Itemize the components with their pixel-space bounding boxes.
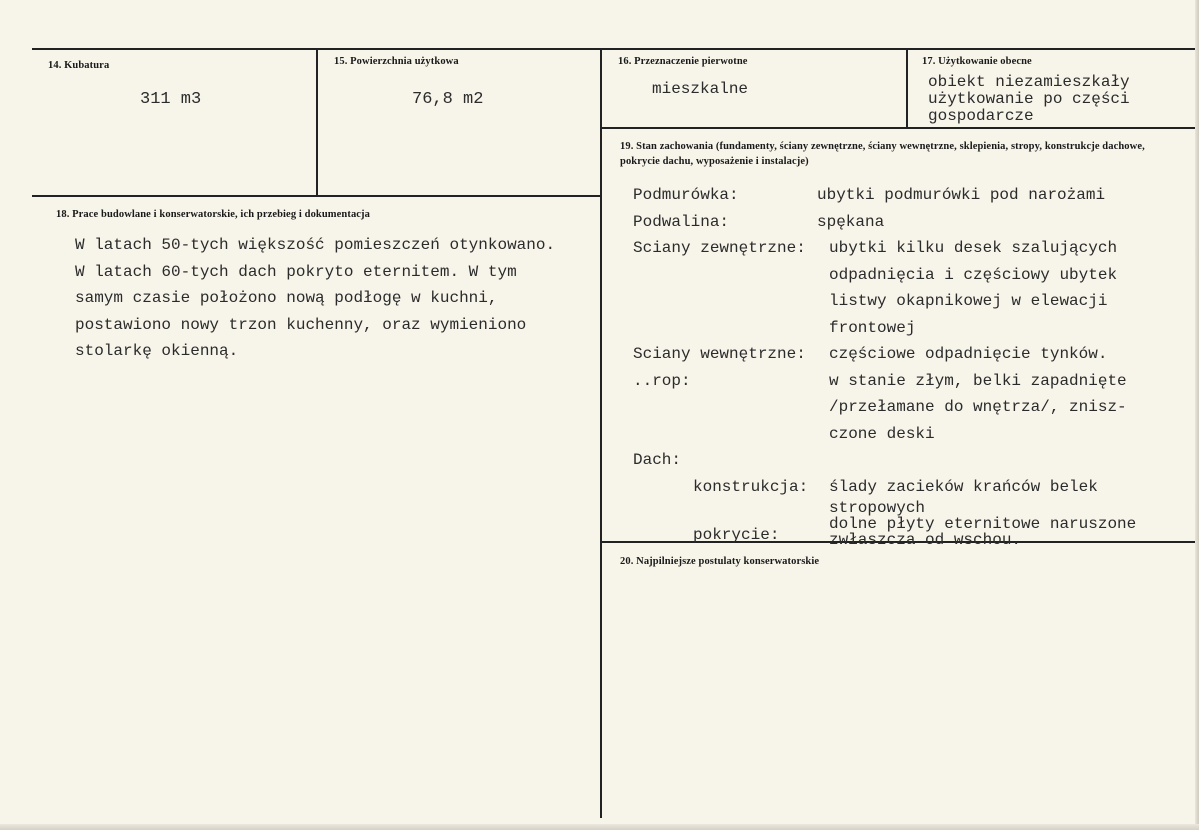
f17-line: użytkowanie po części <box>928 90 1130 108</box>
f19-value: czone deski <box>829 424 935 443</box>
f18-line: W latach 50-tych większość pomieszczeń otynkowano. <box>75 236 556 254</box>
f19-value: listwy okapnikowej w elewacji <box>829 292 1108 310</box>
f19-term <box>633 262 823 289</box>
f15-label: 15. Powierzchnia użytkowa <box>334 56 459 67</box>
f19-term: Podmurówka: <box>633 186 739 204</box>
main-vertical-divider <box>600 48 602 818</box>
f19-term: Sciany zewnętrzne: <box>633 239 806 257</box>
f20-label: 20. Najpilniejsze postulaty konserwatorskie <box>620 556 820 567</box>
f19-value: spękana <box>817 212 885 231</box>
f18-line: samym czasie położono nową podłogę w kuchni, <box>75 289 498 307</box>
f19-value: odpadnięcia i częściowy ubytek <box>829 265 1118 284</box>
paper-edge-right <box>1195 0 1199 830</box>
f18-line: W latach 60-tych dach pokryto eternitem. W tym <box>75 262 517 281</box>
divider-14-15 <box>316 48 318 196</box>
f19-term <box>633 315 823 342</box>
f19-value: ubytki kilku desek szalujących <box>829 239 1118 257</box>
f19-term: konstrukcja: <box>693 477 809 496</box>
f19-value: stropowych <box>829 499 926 517</box>
f17-bottom-border <box>600 127 1196 129</box>
f17-label: 17. Użytkowanie obecne <box>922 56 1032 67</box>
f19-term <box>633 421 823 448</box>
f17-value <box>928 74 1130 125</box>
f19-term: Sciany wewnętrzne: <box>633 345 806 363</box>
f14-value: 311 m3 <box>140 90 202 109</box>
f19-value: ślady zacieków krańców belek <box>829 477 1098 496</box>
f18-line: stolarkę okienną. <box>75 342 239 360</box>
f19-values <box>817 182 1184 549</box>
f19-terms <box>633 182 823 559</box>
f18-text <box>75 232 555 365</box>
f19-label: 19. Stan zachowania (fundamenty, ściany zewnętrzne, ściany wewnętrzne, sklepienia, stropy, konstrukcje dachowe, pokrycie dachu, wyposażenie i instalacje) <box>620 141 1145 167</box>
f19-value: frontowej <box>829 318 916 337</box>
f17-line: gospodarcze <box>928 107 1034 125</box>
f19-value: /przełamane do wnętrza/, znisz- <box>829 398 1127 416</box>
f19-value: dolne płyty eternitowe naruszone <box>829 515 1137 533</box>
f19-value <box>829 447 1184 474</box>
top-border <box>32 48 1196 50</box>
f19-term: Podwalina: <box>633 212 730 231</box>
f19-term <box>633 394 823 421</box>
f19-value: częściowe odpadnięcie tynków. <box>829 345 1108 363</box>
f19-value: zwłaszcza od wschou. <box>829 531 1022 549</box>
divider-16-17 <box>906 48 908 128</box>
f19-value: ubytki podmurówki pod narożami <box>817 186 1106 204</box>
f19-term <box>633 500 823 527</box>
f19-term: ..rop: <box>633 371 691 390</box>
f16-label: 16. Przeznaczenie pierwotne <box>618 56 748 67</box>
f19-term: pokrycie: <box>693 525 780 544</box>
f18-line: postawiono nowy trzon kuchenny, oraz wymieniono <box>75 315 527 334</box>
f16-value: mieszkalne <box>652 80 749 98</box>
f19-term <box>633 288 823 315</box>
f19-term: Dach: <box>633 451 682 469</box>
paper-edge-bottom <box>0 824 1199 830</box>
f17-line: obiekt niezamieszkały <box>928 73 1130 91</box>
f19-value: w stanie złym, belki zapadnięte <box>829 371 1127 390</box>
f14-label: 14. Kubatura <box>48 60 110 71</box>
f18-label: 18. Prace budowlane i konserwatorskie, ich przebieg i dokumentacja <box>56 209 371 220</box>
f15-value: 76,8 m2 <box>412 90 484 109</box>
